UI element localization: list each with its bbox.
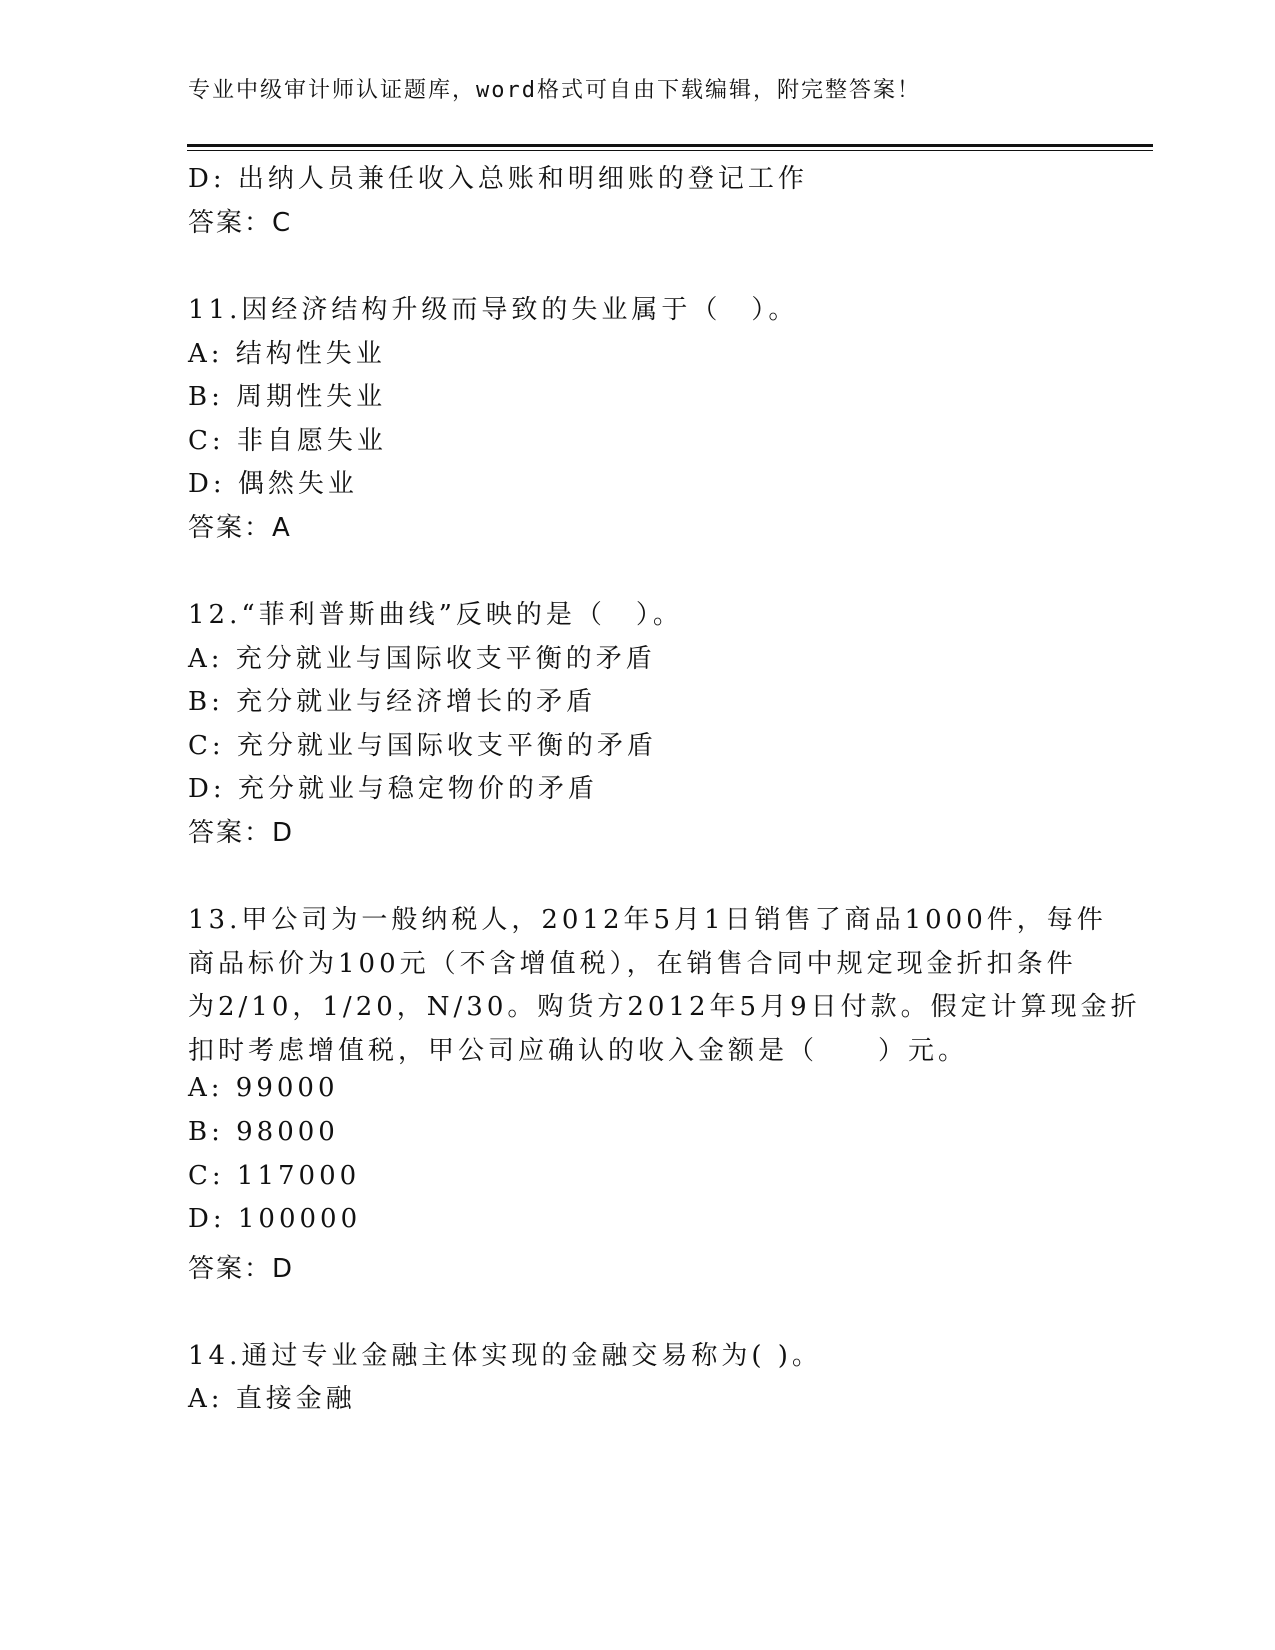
q13-stem-line-1: 13.甲公司为一般纳税人，2012年5月1日销售了商品1000件，每件 xyxy=(188,905,1107,935)
q13-option-d: D: 100000 xyxy=(188,1204,362,1234)
q11-option-d: D: 偶然失业 xyxy=(188,469,358,499)
q13-stem-line-4: 扣时考虑增值税，甲公司应确认的收入金额是（ ）元。 xyxy=(188,1036,969,1066)
q13-answer: 答案：D xyxy=(188,1254,295,1284)
q13-option-b: B: 98000 xyxy=(188,1117,339,1147)
q13-option-a: A: 99000 xyxy=(188,1073,339,1103)
q11-option-b: B: 周期性失业 xyxy=(188,382,387,412)
q10-answer: 答案：C xyxy=(188,208,293,238)
q12-answer: 答案：D xyxy=(188,818,295,848)
q14-option-a: A: 直接金融 xyxy=(188,1384,356,1414)
page-header: 专业中级审计师认证题库，word格式可自由下载编辑，附完整答案！ xyxy=(188,78,921,103)
q11-stem: 11.因经济结构升级而导致的失业属于（ ）。 xyxy=(188,295,799,325)
q13-stem-line-2: 商品标价为100元（不含增值税），在销售合同中规定现金折扣条件 xyxy=(188,949,1077,979)
q14-stem: 14.通过专业金融主体实现的金融交易称为( )。 xyxy=(188,1341,822,1371)
q12-option-d: D: 充分就业与稳定物价的矛盾 xyxy=(188,774,598,804)
q11-option-c: C: 非自愿失业 xyxy=(188,426,387,456)
q12-stem: 12.“菲利普斯曲线”反映的是（ ）。 xyxy=(188,600,683,630)
q12-option-a: A: 充分就业与国际收支平衡的矛盾 xyxy=(188,644,656,674)
q11-option-a: A: 结构性失业 xyxy=(188,339,386,369)
q11-answer: 答案：A xyxy=(188,513,292,543)
q10-option-d: D: 出纳人员兼任收入总账和明细账的登记工作 xyxy=(188,164,808,194)
q13-stem-line-3: 为2/10，1/20，N/30。购货方2012年5月9日付款。假定计算现金折 xyxy=(188,992,1141,1022)
q12-option-c: C: 充分就业与国际收支平衡的矛盾 xyxy=(188,731,657,761)
q12-option-b: B: 充分就业与经济增长的矛盾 xyxy=(188,687,597,717)
q13-option-c: C: 117000 xyxy=(188,1161,361,1191)
header-rule-thin xyxy=(187,150,1153,151)
header-rule-thick xyxy=(187,144,1153,147)
